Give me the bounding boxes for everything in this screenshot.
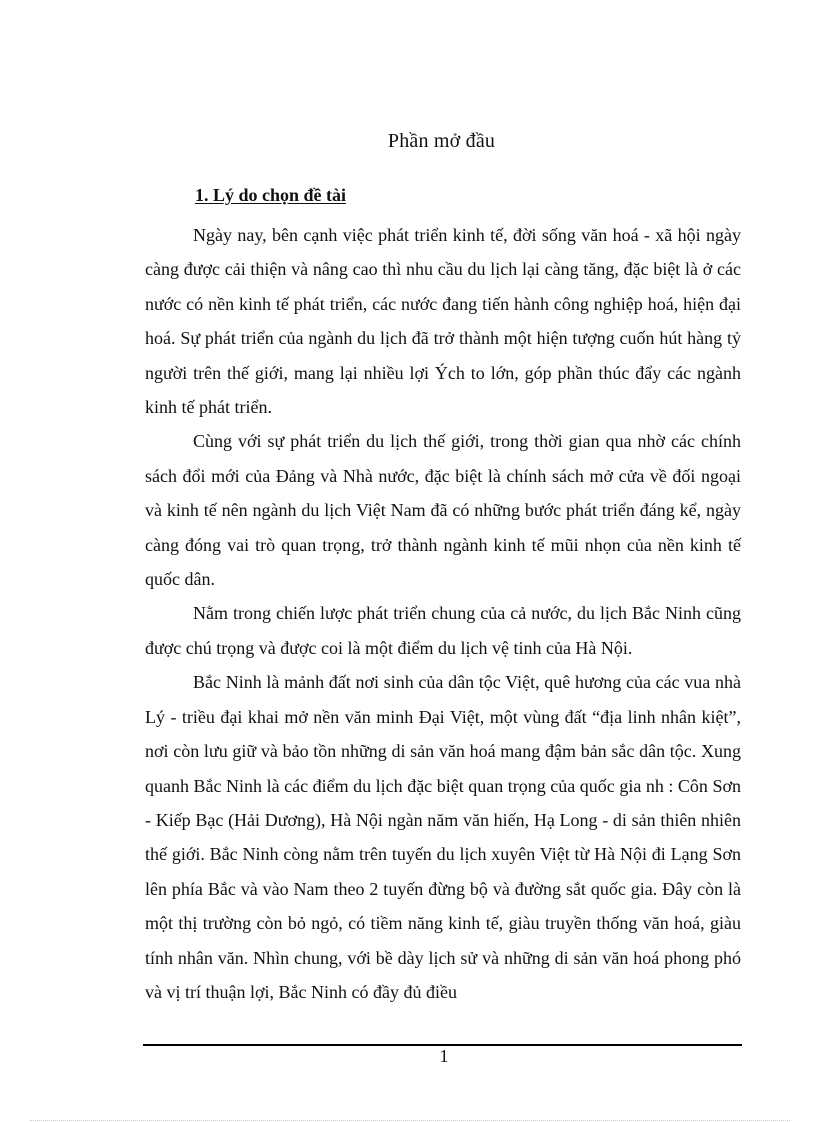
section-heading: 1. Lý do chọn đề tài [195,185,347,205]
paragraph-2: Cùng với sự phát triển du lịch thế giới, trong thời gian qua nhờ các chính sách đổi mới của Đảng và Nhà nước, đặc biệt là chính sách mở cửa về đối ngoại và kinh tế nên ngành du lịch Việt Nam đã có những bước phát triển đáng kể, ngày càng đóng vai trò quan trọng, trở thành ngành kinh tế mũi nhọn của nền kinh tế quốc dân. [145,431,741,590]
page-bottom-dotted-border [30,1120,790,1121]
page-number: 1 [439,1046,449,1066]
body-text [145,218,741,1009]
paragraph-3: Nằm trong chiến lược phát triển chung của cả nước, du lịch Bắc Ninh cũng được chú trọng và được coi là một điểm du lịch vệ tinh của Hà Nội. [145,603,741,658]
paragraph-4: Bắc Ninh là mảnh đất nơi sinh của dân tộc Việt, quê hương của các vua nhà Lý - triều đại khai mở nền văn minh Đại Việt, một vùng đất “địa linh nhân kiệt”, nơi còn lưu giữ và bảo tồn những di sản văn hoá mang đậm bản sắc dân tộc. Xung quanh Bắc Ninh là các điểm du lịch đặc biệt quan trọng của quốc gia nh : Côn Sơn - Kiếp Bạc (Hải Dương), Hà Nội ngàn năm văn hiến, Hạ Long - di sản thiên nhiên thế giới. Bắc Ninh còng nằm trên tuyến du lịch xuyên Việt từ Hà Nội đi Lạng Sơn lên phía Bắc và vào Nam theo 2 tuyến đừng bộ và đường sắt quốc gia. Đây còn là một thị trường còn bỏ ngỏ, có tiềm năng kinh tế, giàu truyền thống văn hoá, giàu tính nhân văn. Nhìn chung, với bề dày lịch sử và những di sản văn hoá phong phó và vị trí thuận lợi, Bắc Ninh có đầy đủ điều [145,672,741,1002]
paragraph-1: Ngày nay, bên cạnh việc phát triển kinh tế, đời sống văn hoá - xã hội ngày càng được cải thiện và nâng cao thì nhu cầu du lịch lại càng tăng, đặc biệt là ở các nước có nền kinh tế phát triển, các nước đang tiến hành công nghiệp hoá, hiện đại hoá. Sự phát triển của ngành du lịch đã trở thành một hiện tượng cuốn hút hàng tỷ người trên thế giới, mang lại nhiều lợi Ých to lớn, góp phần thúc đẩy các ngành kinh tế phát triển. [145,225,741,418]
document-title: Phần mở đầu [387,130,496,152]
